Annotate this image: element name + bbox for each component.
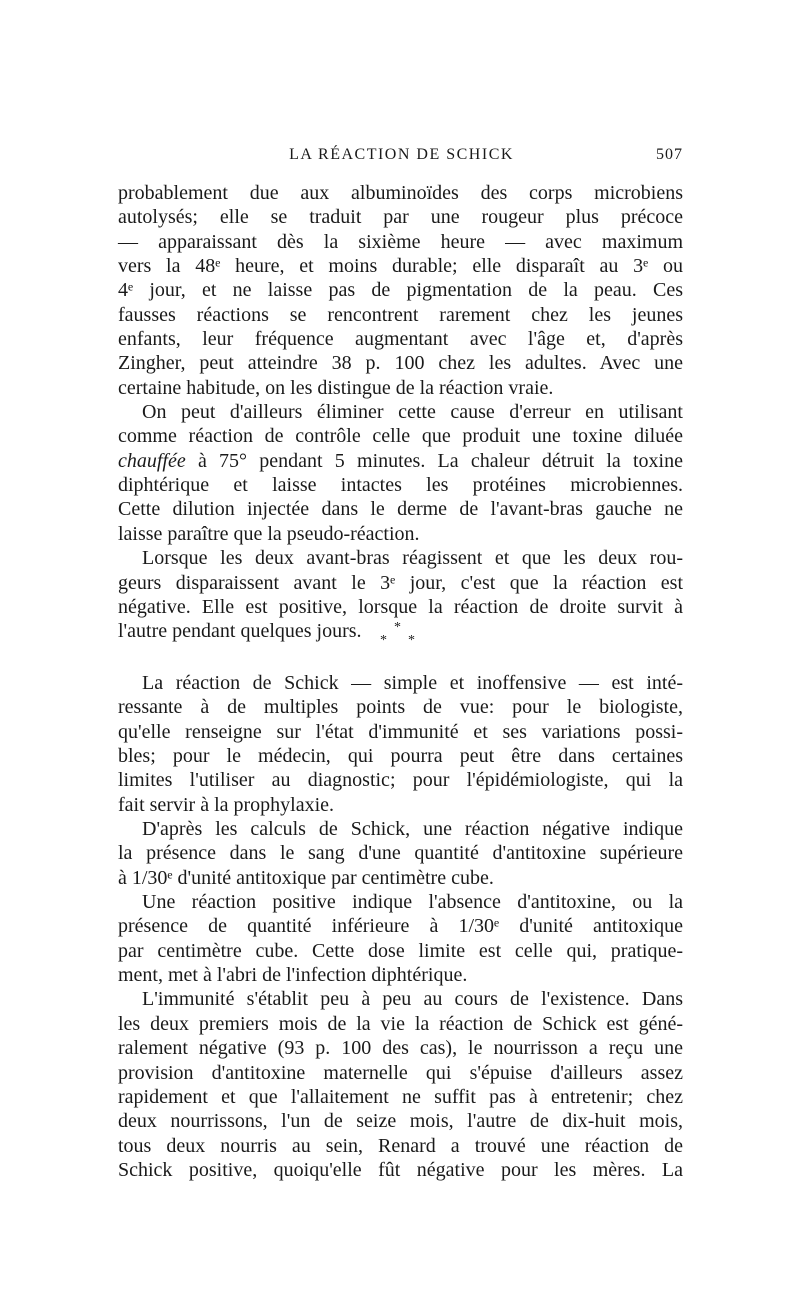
running-head: [120, 144, 683, 168]
text-line: comme réaction de contrôle celle que produit une toxine diluée: [118, 425, 683, 448]
text-line: certaine habitude, on les distingue de la réaction vraie.: [118, 376, 554, 399]
text-line: tous deux nourris au sein, Renard a trouvé une réaction de: [118, 1134, 683, 1157]
text-block-2: [118, 671, 683, 1182]
text-line: probablement due aux albuminoïdes des corps microbiens: [118, 182, 683, 204]
text-line: ment, met à l'abri de l'infection diphtérique.: [118, 964, 468, 987]
text-line: fausses réactions se rencontrent rarement chez les jeunes: [118, 303, 683, 326]
text-line: limites l'utiliser au diagnostic; pour l'épidémiologiste, qui la: [118, 769, 683, 792]
text-line: la présence dans le sang d'une quantité d'antitoxine supérieure: [118, 842, 683, 865]
text-line: par centimètre cube. Cette dose limite est celle qui, pratique-: [118, 939, 683, 962]
text-line: Schick positive, quoiqu'elle fût négative pour les mères. La: [118, 1158, 683, 1181]
text-line: qu'elle renseigne sur l'état d'immunité et ses variations possi-: [118, 720, 683, 743]
text-line: l'autre pendant quelques jours.: [118, 620, 362, 643]
asterisk: *: [380, 633, 387, 648]
paragraph-start-line: La réaction de Schick — simple et inoffensive — est inté-: [142, 672, 683, 694]
text-line-rest: à 75° pendant 5 minutes. La chaleur détruit la toxine: [185, 449, 683, 472]
text-line: enfants, leur fréquence augmentant avec l'âge et, d'après: [118, 328, 683, 351]
text-block-1: [118, 181, 683, 644]
paragraph-start-line: Lorsque les deux avant-bras réagissent et que les deux rou-: [142, 547, 683, 570]
paragraph-start-line: On peut d'ailleurs éliminer cette cause d'erreur en utilisant: [142, 401, 683, 424]
text-line: diphtérique et laisse intactes les protéines microbiennes.: [118, 474, 683, 497]
text-line: les deux premiers mois de la vie la réaction de Schick est géné-: [118, 1012, 683, 1035]
text-line: ressante à de multiples points de vue: pour le biologiste,: [118, 696, 683, 719]
text-line: à 1/30ᵉ d'unité antitoxique par centimètre cube.: [118, 866, 494, 889]
text-line: rapidement et que l'allaitement ne suffit pas à entretenir; chez: [118, 1085, 683, 1108]
text-line: deux nourrissons, l'un de seize mois, l'autre de dix-huit mois,: [118, 1110, 683, 1133]
text-line-mixed: [118, 449, 683, 473]
section-separator: [360, 621, 440, 651]
text-line: autolysés; elle se traduit par une rougeur plus précoce: [118, 206, 683, 229]
text-line: bles; pour le médecin, qui pourra peut être dans certaines: [118, 745, 683, 768]
text-line: vers la 48ᵉ heure, et moins durable; elle disparaît au 3ᵉ ou: [118, 255, 683, 278]
text-line: présence de quantité inférieure à 1/30ᵉ d'unité antitoxique: [118, 915, 683, 938]
text-line: négative. Elle est positive, lorsque la réaction de droite survit à: [118, 595, 683, 618]
text-line: laisse paraître que la pseudo-réaction.: [118, 522, 420, 545]
text-line: Cette dilution injectée dans le derme de l'avant-bras gauche ne: [118, 498, 683, 521]
text-line: provision d'antitoxine maternelle qui s'épuise d'ailleurs assez: [118, 1061, 683, 1084]
text-line: geurs disparaissent avant le 3ᵉ jour, c'est que la réaction est: [118, 571, 683, 594]
asterisk: *: [408, 633, 415, 648]
paragraph-start-line: Une réaction positive indique l'absence d'antitoxine, ou la: [142, 891, 683, 914]
text-line: Zingher, peut atteindre 38 p. 100 chez les adultes. Avec une: [118, 352, 683, 375]
paragraph-start-line: D'après les calculs de Schick, une réaction négative indique: [142, 818, 683, 841]
running-title: LA RÉACTION DE SCHICK: [289, 146, 514, 163]
emphasis-word: chauffée: [118, 449, 186, 472]
text-line: 4ᵉ jour, et ne laisse pas de pigmentation de la peau. Ces: [118, 279, 683, 302]
asterisk: *: [394, 620, 401, 635]
page-number: 507: [656, 146, 683, 163]
text-line: fait servir à la prophylaxie.: [118, 793, 335, 816]
text-line: ralement négative (93 p. 100 des cas), le nourrisson a reçu une: [118, 1037, 683, 1060]
paragraph-start-line: L'immunité s'établit peu à peu au cours de l'existence. Dans: [142, 988, 683, 1011]
text-line: — apparaissant dès la sixième heure — avec maximum: [118, 230, 683, 253]
